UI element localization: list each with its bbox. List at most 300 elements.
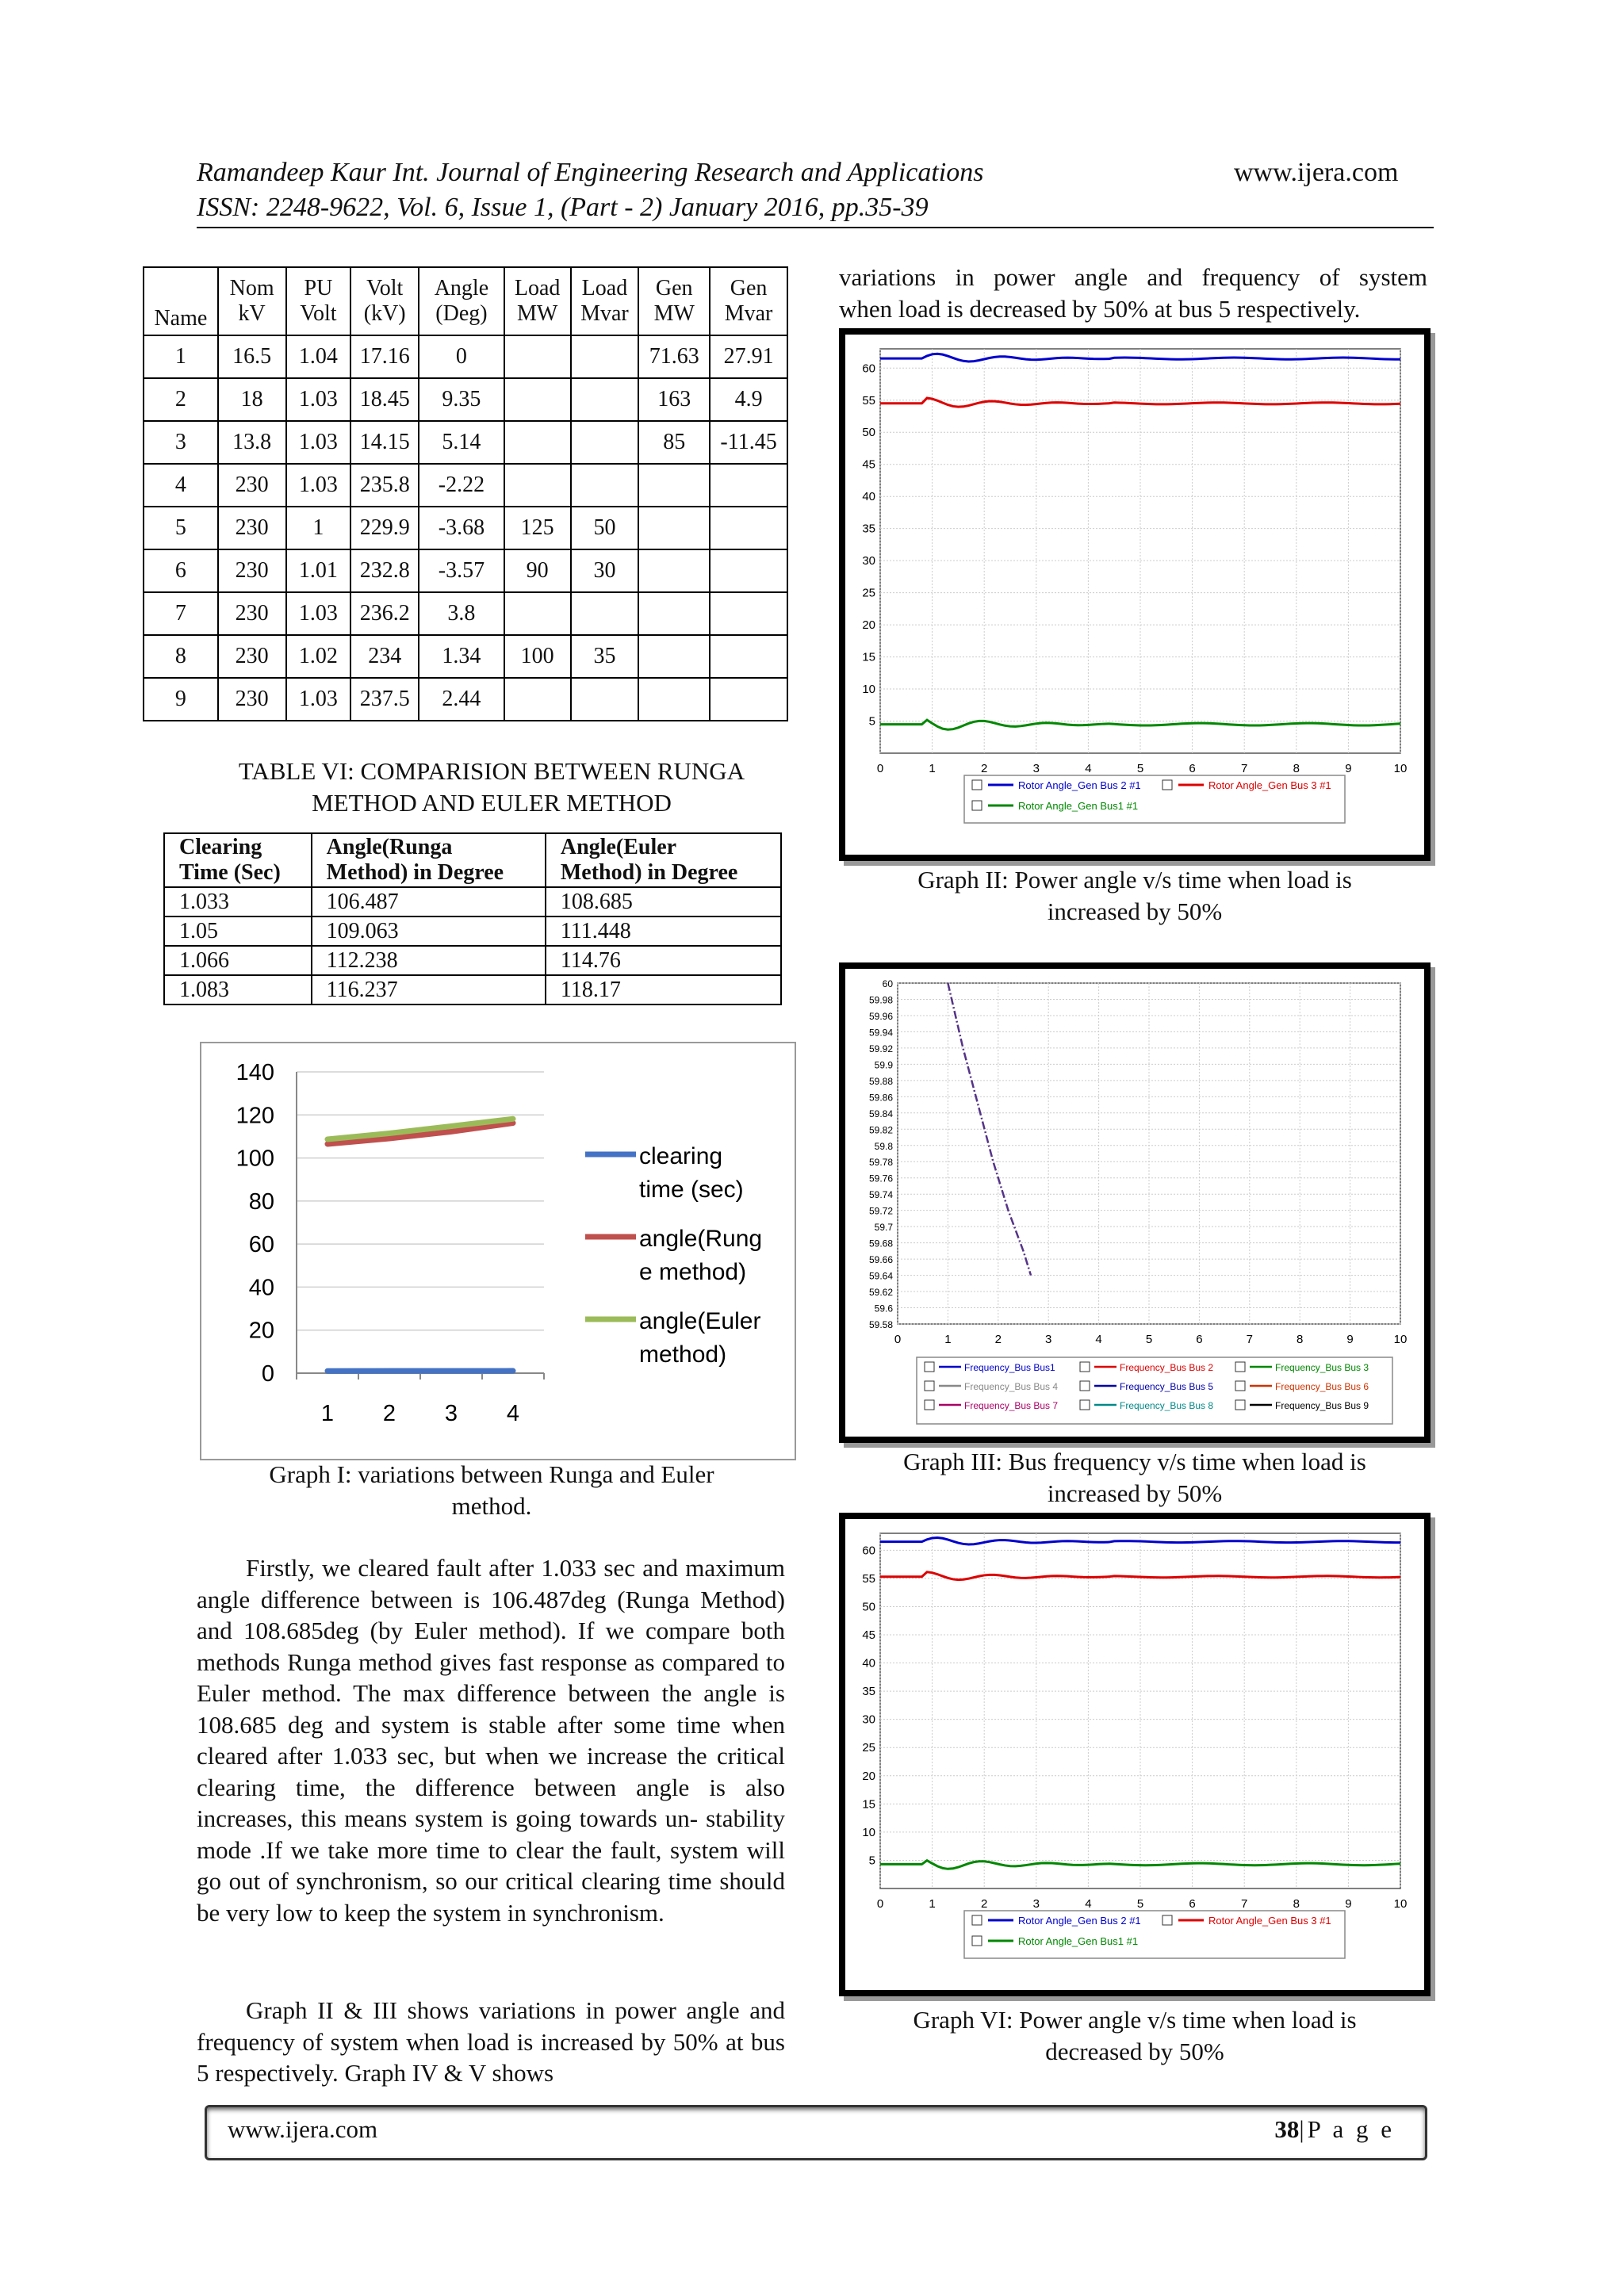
bus-table-row [144,378,787,421]
bus-cell: 2 [144,378,218,421]
table6-header-text: Angle(Euler [560,835,677,859]
graph3-ytick: 59.82 [868,1124,893,1136]
graph2-xtick: 9 [1345,762,1352,775]
bus-cell: 230 [218,507,286,549]
footer-page-label: |P a g e [1299,2115,1395,2143]
bus-cell: 232.8 [350,549,419,592]
graph2-ytick: 5 [868,714,875,729]
graph3-xtick: 7 [1246,1333,1253,1346]
bus-cell: 85 [638,421,710,464]
graph3-legend-checkbox [1235,1362,1245,1372]
bus-cell: 1 [144,335,218,378]
graph3-ytick: 59.76 [868,1173,893,1184]
table6-row [164,887,781,916]
right-intro-text [839,262,1427,324]
graph6-ytick: 50 [862,1600,875,1614]
bus-header-text: Volt [366,276,404,300]
bus-cell: 8 [144,635,218,678]
graph6-xtick: 4 [1085,1897,1092,1911]
graph3-xtick: 4 [1095,1333,1102,1346]
graph2-legend-label: Rotor Angle_Gen Bus1 #1 [1018,800,1139,812]
graph6-legend-checkbox [972,1936,982,1946]
bus-cell: 6 [144,549,218,592]
bus-cell: 0 [419,335,504,378]
graph3-ytick: 59.6 [874,1303,893,1314]
graph3-ytick: 59.98 [868,994,893,1006]
table6-cell: 1.066 [164,946,312,975]
bus-cell: 1.04 [286,335,351,378]
bus-cell: 163 [638,378,710,421]
graph3-xtick: 3 [1045,1333,1052,1346]
bus-header-text: MW [516,301,558,326]
table6-header-cell [546,833,781,887]
graph6-xtick: 6 [1189,1897,1196,1911]
graph2-xtick: 0 [876,762,884,775]
graph2-ytick: 55 [862,393,875,408]
graph6-legend-label: Rotor Angle_Gen Bus 2 #1 [1018,1915,1141,1927]
bus-cell: 18 [218,378,286,421]
graph1-ytick: 80 [248,1188,274,1215]
bus-cell: 1.02 [286,635,351,678]
bus-header-text: Name [154,306,208,331]
bus-cell: 125 [504,507,571,549]
graph3-ytick: 59.92 [868,1043,893,1054]
graph6-legend-label: Rotor Angle_Gen Bus 3 #1 [1208,1915,1331,1927]
graph6-scope [839,1513,1431,1996]
graph6-xtick: 9 [1345,1897,1352,1911]
graph6-ytick: 10 [862,1825,875,1839]
bus-table-header [144,267,787,335]
graph6-ytick: 45 [862,1628,875,1642]
bus-cell: 17.16 [350,335,419,378]
bus-cell [571,378,639,421]
bus-cell [638,678,710,721]
bus-cell: 229.9 [350,507,419,549]
graph1-ytick: 0 [261,1361,274,1387]
graph6-ytick: 55 [862,1571,875,1586]
table6-cell: 1.083 [164,975,312,1004]
graph3-xtick: 10 [1393,1333,1408,1346]
graph3-ytick: 59.62 [868,1287,893,1299]
bus-header-text: Angle [434,276,489,300]
bus-cell: 50 [571,507,639,549]
bus-cell [504,335,571,378]
bus-cell [504,378,571,421]
bus-header-cell [286,267,351,335]
graph1-legend-label: angle(Rung [639,1226,763,1252]
graph1-legend-label: e method) [639,1259,747,1285]
bus-header-text: Mvar [580,301,629,326]
bus-cell: 5.14 [419,421,504,464]
bus-cell [504,464,571,507]
body-paragraph-2: Graph II & III shows variations in power angle and frequency of system when load is increased by 50% at bus 5 respectively. Graph IV & V shows [197,1996,785,2087]
bus-cell: 1.03 [286,678,351,721]
graph3-legend-checkbox [925,1362,934,1372]
graph1-legend-label: method) [639,1341,727,1368]
bus-header-text: (kV) [363,301,406,326]
bus-header-cell [571,267,639,335]
header-website[interactable]: www.ijera.com [1234,158,1399,187]
graph2-ytick: 10 [862,683,875,697]
body-paragraph-1: Firstly, we cleared fault after 1.033 sec and maximum angle difference between is 106.487deg (Runga Method) and 108.685deg (by Euler method). If we compare both methods Runga method gives fast response as compared to Euler method. The max difference between the angle is 108.685 deg and system is stable after some time when cleared after 1.033 sec, but when we increase the critical clearing time, the difference between angle is also increases, this means system is going towards un- stability mode .If we take more time to clear the fault, system will go out of synchronism, so our critical clearing time should be very low to keep the system in synchronism. [197,1554,785,1927]
bus-header-text: Volt [300,301,337,326]
graph1-ytick: 60 [248,1232,274,1258]
graph1-ytick: 100 [236,1146,274,1172]
graph1-xtick: 1 [320,1401,335,1426]
bus-cell: 35 [571,635,639,678]
bus-cell: -11.45 [710,421,787,464]
bus-table-row [144,421,787,464]
table6-cell: 1.05 [164,916,312,946]
graph3-xtick: 6 [1196,1333,1203,1346]
graph6-svg [845,1519,1424,1990]
graph1-xtick: 2 [382,1401,396,1426]
bus-cell [710,507,787,549]
graph1-series-line [327,1123,513,1143]
bus-cell: 13.8 [218,421,286,464]
graph3-legend-label: Frequency_Bus Bus 8 [1120,1400,1214,1411]
graph3-legend-label: Frequency_Bus Bus 5 [1120,1381,1214,1392]
graph3-caption-line2: increased by 50% [1047,1479,1223,1507]
graph3-ytick: 59.96 [868,1010,893,1022]
bus-cell [571,421,639,464]
graph2-xtick: 2 [981,762,988,775]
graph6-ytick: 35 [862,1685,875,1699]
graph6-legend-checkbox [1162,1915,1172,1925]
graph3-legend-checkbox [1235,1381,1245,1391]
graph1-ytick: 20 [248,1318,274,1344]
graph6-ytick: 25 [862,1741,875,1755]
graph3-legend-checkbox [1080,1400,1090,1410]
table6-title-line1: TABLE VI: COMPARISION BETWEEN RUNGA [238,757,745,785]
bus-cell [571,464,639,507]
bus-header-text: Load [581,276,628,300]
table6-header-text: Method) in Degree [326,860,504,885]
graph1-xtick: 3 [444,1401,458,1426]
bus-cell: 230 [218,549,286,592]
bus-cell [571,592,639,635]
bus-cell: 1.03 [286,421,351,464]
graph2-legend-checkbox [972,801,982,810]
header-journal-line: Ramandeep Kaur Int. Journal of Engineering Research and Applications [197,158,984,187]
graph3-legend-label: Frequency_Bus Bus 2 [1120,1362,1214,1373]
graph2-svg [845,335,1424,855]
bus-cell [504,421,571,464]
graph2-xtick: 3 [1032,762,1040,775]
graph2-legend-checkbox [972,780,982,790]
graph6-xtick: 3 [1032,1897,1040,1911]
table6-title [143,756,841,819]
table6-cell: 118.17 [546,975,781,1004]
graph3-caption [839,1446,1431,1510]
bus-cell: -3.57 [419,549,504,592]
graph6-ytick: 60 [862,1544,875,1558]
bus-cell [638,549,710,592]
graph1-caption-line2: method. [451,1492,532,1520]
bus-header-text: (Deg) [435,301,488,326]
graph3-legend-label: Frequency_Bus Bus 4 [964,1381,1059,1392]
graph1-chart [200,1042,796,1460]
graph2-caption-line2: increased by 50% [1047,897,1223,925]
bus-header-text: MW [653,301,695,326]
graph1-ytick: 140 [236,1060,274,1085]
bus-header-cell [638,267,710,335]
table6-title-line2: METHOD AND EULER METHOD [312,789,672,817]
graph6-caption-line1: Graph VI: Power angle v/s time when load is [913,2006,1357,2034]
table6-cell: 106.487 [312,887,546,916]
bus-header-cell [144,267,218,335]
bus-header-text: Mvar [724,301,773,326]
graph1-legend-label: angle(Euler [639,1308,761,1334]
bus-table-row [144,549,787,592]
graph2-ytick: 50 [862,426,875,440]
graph3-scope [839,962,1431,1443]
graph3-legend-label: Frequency_Bus Bus1 [964,1362,1055,1373]
bus-cell: 230 [218,592,286,635]
graph3-legend-checkbox [925,1400,934,1410]
graph3-ytick: 59.74 [868,1189,893,1201]
table6-header-text: Time (Sec) [179,860,281,885]
table6-cell: 114.76 [546,946,781,975]
bus-header-text: Gen [730,276,768,300]
graph3-xtick: 9 [1346,1333,1354,1346]
graph2-caption-line1: Graph II: Power angle v/s time when load is [917,866,1352,894]
bus-cell [638,592,710,635]
bus-table-row [144,507,787,549]
graph3-ytick: 59.94 [868,1027,893,1039]
bus-cell [710,464,787,507]
graph3-ytick: 59.78 [868,1157,893,1169]
bus-cell: -3.68 [419,507,504,549]
bus-table-row [144,592,787,635]
bus-header-text: Nom [229,276,274,300]
bus-cell: 230 [218,678,286,721]
table6-cell: 111.448 [546,916,781,946]
bus-cell: 1 [286,507,351,549]
graph6-legend-label: Rotor Angle_Gen Bus1 #1 [1018,1935,1139,1947]
bus-header-cell [710,267,787,335]
graph3-ytick: 59.58 [868,1319,893,1330]
graph6-xtick: 8 [1293,1897,1300,1911]
bus-header-text: kV [238,301,266,326]
bus-cell: 27.91 [710,335,787,378]
table6-row [164,975,781,1004]
graph6-xtick: 5 [1136,1897,1144,1911]
graph3-xtick: 1 [944,1333,952,1346]
bus-cell: 18.45 [350,378,419,421]
graph2-ytick: 45 [862,457,875,472]
bus-cell: 16.5 [218,335,286,378]
bus-cell: 9 [144,678,218,721]
graph3-legend-label: Frequency_Bus Bus 9 [1275,1400,1369,1411]
bus-cell: 90 [504,549,571,592]
bus-cell [710,549,787,592]
bus-cell: 3 [144,421,218,464]
graph6-caption-line2: decreased by 50% [1045,2038,1224,2065]
page-footer [205,2105,1427,2160]
bus-header-text: Gen [655,276,693,300]
bus-cell [638,464,710,507]
graph6-xtick: 10 [1393,1897,1408,1911]
graph3-ytick: 59.8 [874,1140,893,1152]
graph3-ytick: 59.84 [868,1108,893,1119]
graph6-xtick: 1 [929,1897,936,1911]
graph2-ytick: 40 [862,490,875,504]
graph2-xtick: 4 [1085,762,1092,775]
bus-cell: 3.8 [419,592,504,635]
bus-cell: 1.01 [286,549,351,592]
header-issn-line: ISSN: 2248-9622, Vol. 6, Issue 1, (Part - 2) January 2016, pp.35-39 [197,193,929,222]
bus-cell [710,635,787,678]
graph2-ytick: 35 [862,522,875,536]
bus-header-cell [419,267,504,335]
table6-header-cell [164,833,312,887]
bus-header-text: Load [514,276,561,300]
bus-table-row [144,635,787,678]
bus-cell [710,678,787,721]
bus-header-cell [350,267,419,335]
graph6-legend-checkbox [972,1915,982,1925]
graph3-ytick: 59.64 [868,1270,893,1282]
bus-cell [638,507,710,549]
footer-website[interactable]: www.ijera.com [228,2115,378,2143]
table6-cell: 109.063 [312,916,546,946]
footer-page [1274,2115,1395,2144]
bus-cell: 1.03 [286,378,351,421]
bus-cell: 235.8 [350,464,419,507]
bus-cell [504,678,571,721]
graph2-legend-label: Rotor Angle_Gen Bus 3 #1 [1208,779,1331,791]
graph1-legend-label: clearing [639,1143,723,1169]
graph3-legend-checkbox [1080,1381,1090,1391]
graph3-ytick: 59.72 [868,1205,893,1217]
bus-cell [571,335,639,378]
graph3-ytick: 59.7 [874,1222,893,1234]
graph1-ytick: 40 [248,1275,274,1301]
graph6-xtick: 2 [981,1897,988,1911]
table6-header-text: Angle(Runga [326,835,453,859]
graph6-ytick: 5 [868,1854,875,1868]
graph1-ytick: 120 [236,1103,274,1129]
bus-cell: 9.35 [419,378,504,421]
graph2-xtick: 7 [1241,762,1248,775]
graph3-svg [845,969,1424,1437]
bus-cell [710,592,787,635]
graph3-caption-line1: Graph III: Bus frequency v/s time when load is [903,1448,1366,1475]
graph6-caption [839,2004,1431,2068]
graph2-xtick: 10 [1393,762,1408,775]
graph1-svg [201,1043,795,1459]
graph3-ytick: 59.9 [874,1059,893,1071]
graph2-legend-label: Rotor Angle_Gen Bus 2 #1 [1018,779,1141,791]
bus-table-row [144,464,787,507]
graph3-xtick: 8 [1297,1333,1304,1346]
graph6-ytick: 40 [862,1656,875,1670]
graph2-ytick: 20 [862,618,875,633]
bus-cell: 1.03 [286,592,351,635]
table6-header [164,833,781,887]
graph1-caption [159,1459,825,1522]
bus-header-cell [218,267,286,335]
graph2-xtick: 6 [1189,762,1196,775]
graph2-legend-checkbox [1162,780,1172,790]
graph3-xtick: 0 [894,1333,902,1346]
graph3-legend-label: Frequency_Bus Bus 6 [1275,1381,1369,1392]
graph3-ytick: 59.68 [868,1238,893,1249]
graph3-legend-label: Frequency_Bus Bus 3 [1275,1362,1369,1373]
table6-header-text: Method) in Degree [560,860,738,885]
bus-cell [638,635,710,678]
bus-cell [504,592,571,635]
bus-cell: 237.5 [350,678,419,721]
graph3-xtick: 5 [1145,1333,1153,1346]
bus-cell: 7 [144,592,218,635]
bus-table-row [144,335,787,378]
bus-cell: 230 [218,464,286,507]
table6-cell: 108.685 [546,887,781,916]
graph3-legend-checkbox [1080,1362,1090,1372]
table6-header-text: Clearing [179,835,262,859]
graph3-ytick: 59.88 [868,1075,893,1087]
graph3-legend-checkbox [925,1381,934,1391]
bus-cell: 236.2 [350,592,419,635]
graph1-caption-line1: Graph I: variations between Runga and Euler [269,1460,714,1488]
graph2-xtick: 5 [1136,762,1144,775]
graph2-ytick: 30 [862,554,875,568]
graph3-ytick: 60 [882,978,893,989]
graph6-ytick: 30 [862,1712,875,1727]
table6-cell: 112.238 [312,946,546,975]
table6-header-cell [312,833,546,887]
graph3-xtick: 2 [994,1333,1002,1346]
graph2-ytick: 25 [862,586,875,600]
graph2-ytick: 15 [862,650,875,664]
graph2-scope [839,328,1431,861]
bus-cell: 2.44 [419,678,504,721]
graph2-ytick: 60 [862,362,875,376]
bus-cell: 5 [144,507,218,549]
graph6-xtick: 0 [876,1897,884,1911]
graph3-legend-checkbox [1235,1400,1245,1410]
bus-cell: 234 [350,635,419,678]
bus-header-cell [504,267,571,335]
bus-cell: 1.03 [286,464,351,507]
graph2-xtick: 1 [929,762,936,775]
graph1-legend-label: time (sec) [639,1177,744,1203]
right-intro-line2: when load is decreased by 50% at bus 5 respectively. [839,294,1361,323]
bus-cell: 71.63 [638,335,710,378]
graph2-caption [839,864,1431,928]
graph6-xtick: 7 [1241,1897,1248,1911]
graph6-ytick: 15 [862,1797,875,1812]
table6-cell: 116.237 [312,975,546,1004]
graph6-ytick: 20 [862,1769,875,1783]
bus-table-row [144,678,787,721]
bus-cell: 1.34 [419,635,504,678]
table6-row [164,916,781,946]
header-rule [197,227,1434,228]
bus-cell: 100 [504,635,571,678]
graph1-xtick: 4 [506,1401,520,1426]
footer-page-number: 38 [1274,2115,1300,2143]
table6-cell: 1.033 [164,887,312,916]
bus-data-table [143,266,788,721]
comparison-table [163,832,782,1005]
graph2-xtick: 8 [1293,762,1300,775]
bus-cell: 14.15 [350,421,419,464]
bus-cell: 4.9 [710,378,787,421]
bus-cell [571,678,639,721]
